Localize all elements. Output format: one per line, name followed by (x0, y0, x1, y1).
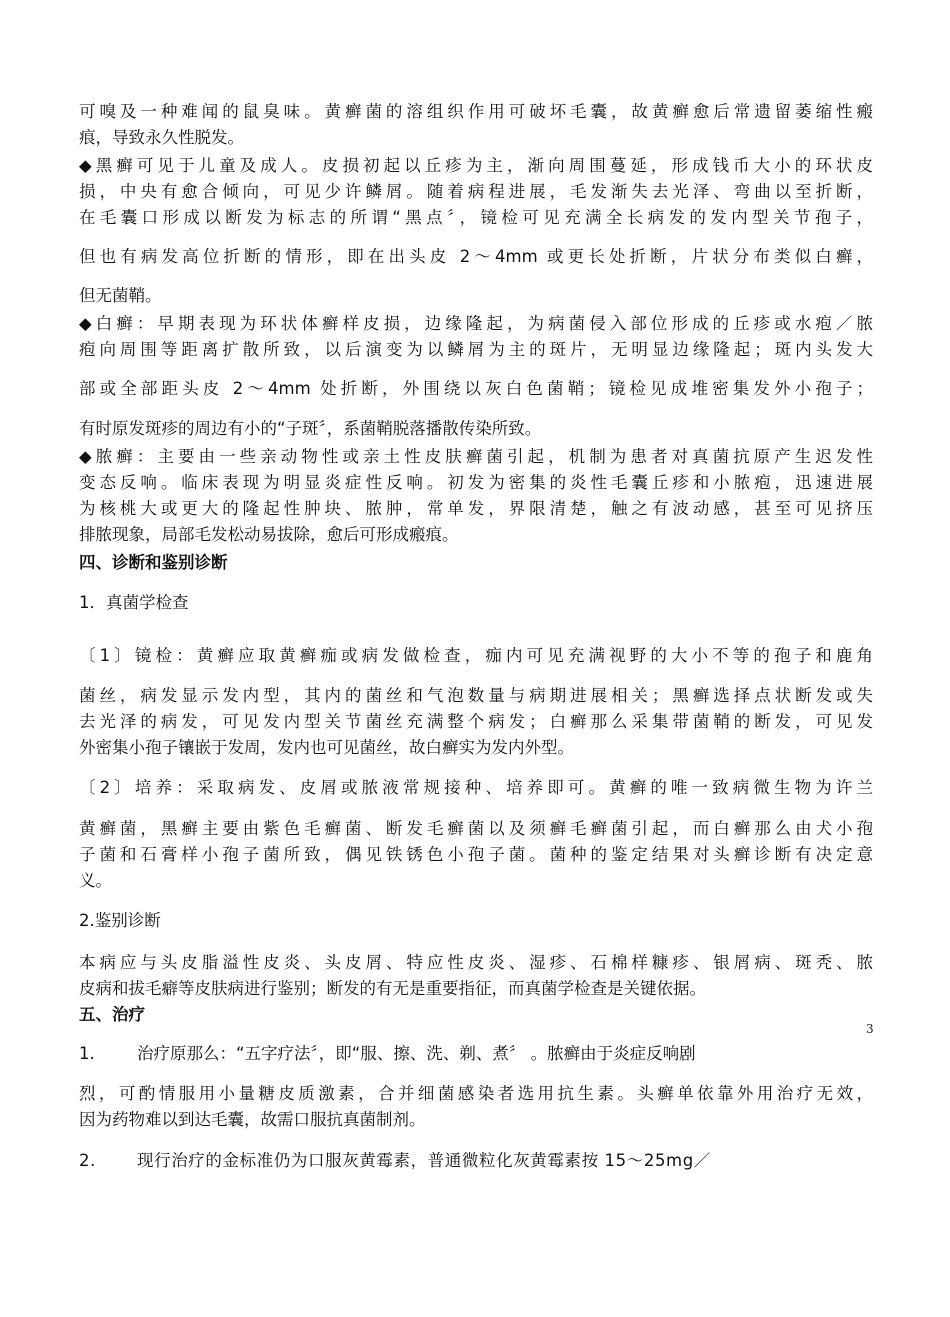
paragraph-line: 在毛囊口形成以断发为标志的所谓“黑点〞，镜检可见充满全长病发的发内型关节孢子， (79, 208, 873, 227)
list-number: 2. (79, 1151, 96, 1170)
paragraph-line: ◆白癣：早期表现为环状体癣样皮损，边缘隆起，为病菌侵入部位形成的丘疹或水疱／脓 (79, 314, 873, 333)
paragraph-line: 现行治疗的金标准仍为口服灰黄霉素，普通微粒化灰黄霉素按 15～25mg／ (137, 1151, 711, 1170)
paragraph-line: 皮病和拔毛癖等皮肤病进行鉴别；断发的有无是重要指征，而真菌学检查是关键依据。 (79, 979, 706, 998)
paragraph-line: 损，中央有愈合倾向，可见少许鳞屑。随着病程进展，毛发渐失去光泽、弯曲以至折断， (79, 182, 873, 201)
section-heading: 五、治疗 (79, 1005, 145, 1024)
page-number: 3 (866, 1022, 874, 1036)
paragraph-line: 疱向周围等距离扩散所致，以后演变为以鳞屑为主的斑片，无明显边缘隆起；斑内头发大 (79, 340, 873, 359)
paragraph-line: 排脓现象，局部毛发松动易拔除，愈后可形成瘢痕。 (79, 525, 459, 544)
paragraph-line: 去光泽的病发，可见发内型关节菌丝充满整个病发；白癣那么采集带菌鞘的断发，可见发 (79, 712, 873, 731)
paragraph-line: 本病应与头皮脂溢性皮炎、头皮屑、特应性皮炎、湿疹、石棉样糠疹、银屑病、斑秃、脓 (79, 953, 873, 972)
paragraph-line: 但也有病发高位折断的情形，即在出头皮 2～4mm 或更长处折断，片状分布类似白癣， (79, 247, 873, 266)
paragraph-line: 菌丝，病发显示发内型，其内的菌丝和气泡数量与病期进展相关；黑癣选择点状断发或失 (79, 686, 873, 705)
paragraph-line: 因为药物难以到达毛囊，故需口服抗真菌制剂。 (79, 1110, 426, 1129)
paragraph-line: 〔2〕培养：采取病发、皮屑或脓液常规接种、培养即可。黄癣的唯一致病微生物为许兰 (79, 778, 873, 797)
paragraph-line: 痕，导致永久性脱发。 (79, 128, 244, 147)
subsection-heading: 1．真菌学检查 (79, 593, 189, 612)
numbered-item (79, 1150, 711, 1172)
paragraph-line: 治疗原那么：“五字疗法〞，即“服、擦、洗、剃、煮〞 。脓癣由于炎症反响剧 (137, 1044, 696, 1063)
paragraph-line: ◆脓癣：主要由一些亲动物性或亲土性皮肤癣菌引起，机制为患者对真菌抗原产生迟发性 (79, 447, 873, 466)
subsection-heading: 2.鉴别诊断 (79, 911, 161, 930)
numbered-item (79, 1043, 696, 1065)
paragraph-line: 子菌和石膏样小孢子菌所致，偶见铁锈色小孢子菌。菌种的鉴定结果对头癣诊断有决定意 (79, 845, 873, 864)
paragraph-line: 有时原发斑疹的周边有小的“子斑〞，系菌鞘脱落播散传染所致。 (79, 419, 542, 438)
paragraph-line: 可嗅及一种难闻的鼠臭味。黄癣菌的溶组织作用可破坏毛囊，故黄癣愈后常遗留萎缩性瘢 (79, 102, 873, 121)
paragraph-line: 变态反响。临床表现为明显炎症性反响。初发为密集的炎性毛囊丘疹和小脓疱，迅速进展 (79, 473, 873, 492)
paragraph-line: 但无菌鞘。 (79, 286, 162, 305)
paragraph-line: 烈，可酌情服用小量糖皮质激素，合并细菌感染者选用抗生素。头癣单依靠外用治疗无效， (79, 1084, 873, 1103)
paragraph-line: 部或全部距头皮 2～4mm 处折断，外围绕以灰白色菌鞘；镜检见成堆密集发外小孢子； (79, 379, 873, 398)
paragraph-line: 外密集小孢子镶嵌于发周，发内也可见菌丝，故白癣实为发内外型。 (79, 738, 574, 757)
paragraph-line: 义。 (79, 871, 112, 890)
paragraph-line: 为核桃大或更大的隆起性肿块、脓肿，常单发，界限清楚，触之有波动感，甚至可见挤压 (79, 499, 873, 518)
list-number: 1. (79, 1044, 95, 1063)
paragraph-line: 〔1〕镜检：黄癣应取黄癣痂或病发做检查，痂内可见充满视野的大小不等的孢子和鹿角 (79, 646, 873, 665)
section-heading: 四、诊断和鉴别诊断 (79, 553, 228, 572)
paragraph-line: ◆黑癣可见于儿童及成人。皮损初起以丘疹为主，渐向周围蔓延，形成钱币大小的环状皮 (79, 156, 873, 175)
paragraph-line: 黄癣菌，黑癣主要由紫色毛癣菌、断发毛癣菌以及须癣毛癣菌引起，而白癣那么由犬小孢 (79, 819, 873, 838)
